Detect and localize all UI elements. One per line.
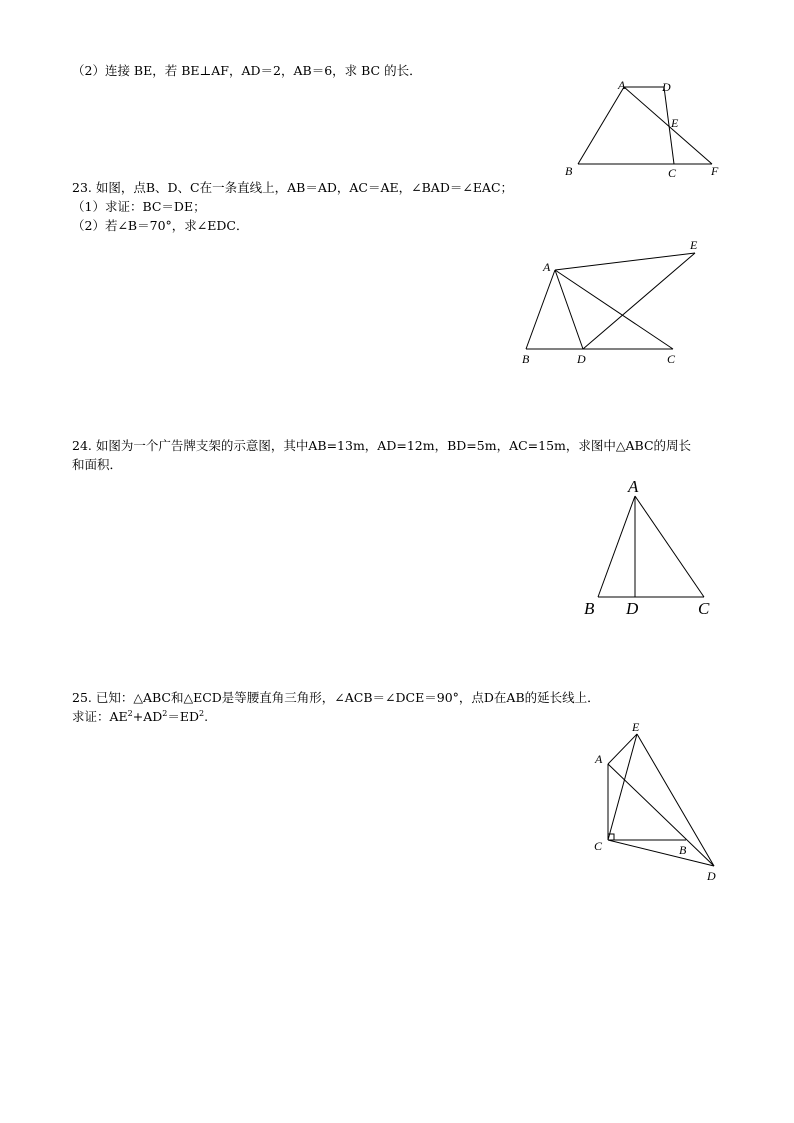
q23-segment-ab [526,270,555,349]
q25-stem-text: 25. 已知：△ABC和△ECD是等腰直角三角形，∠ACB＝∠DCE＝90°，点D在AB的延长线上． [72,690,600,705]
q22-part2-text: （2）连接 BE，若 BE⊥AF，AD＝2，AB＝6，求 BC 的长． [72,63,422,78]
q24-segment-ac [635,496,704,597]
q23-part2-text: （2）若∠B＝70°，求∠EDC． [72,218,249,233]
q22-label-b: B [565,164,573,178]
q23-label-c: C [667,352,676,366]
q23-segment-ac [555,270,673,349]
q22-label-f: F [711,164,719,178]
q25-proof-text: 求证：$AE^2+AD^2=ED^2$. [72,708,209,724]
q23-segment-ae [555,253,695,270]
q25-segment-ad [608,764,714,866]
q23-segment-de [583,253,695,349]
q24-segment-ab [598,496,635,597]
q25-label-a: A [595,752,603,766]
q23-label-e: E [690,238,698,252]
q23-label-a: A [543,260,551,274]
q25-figure [590,718,725,886]
q25-segment-cd [608,840,714,866]
q22-label-d: D [662,80,671,94]
q25-label-b: B [679,843,687,857]
q24-figure [580,472,720,622]
q23-segment-ad [555,270,583,349]
q23-part1-text: （1）求证：BC＝DE； [72,199,206,214]
q24-label-c: C [698,599,710,618]
q22-label-c: C [668,166,677,180]
q24-label-b: B [584,599,595,618]
q23-figure [515,235,715,370]
q25-label-d: D [707,869,716,883]
q25-segment-ed [637,734,714,866]
q23-stem-text: 23. 如图，点B、D、C在一条直线上，AB＝AD，AC＝AE，∠BAD＝∠EAC； [72,180,514,195]
q22-label-e: E [671,116,679,130]
q25-label-c: C [594,839,603,853]
q22-figure [560,78,730,182]
q22-label-a: A [618,78,626,92]
q25-label-e: E [632,720,640,734]
q24-stem-line1: 24. 如图为一个广告牌支架的示意图，其中AB=13m，AD=12m，BD=5m，AC=15m，求图中△ABC的周长 [72,438,692,453]
q23-label-b: B [522,352,530,366]
q24-label-d: D [626,599,639,618]
q22-segment-ab [578,87,624,164]
q24-stem-line2: 和面积． [72,457,123,472]
q23-label-d: D [577,352,586,366]
q25-segment-ce [608,734,637,840]
q22-segment-af [624,87,712,164]
q24-label-a: A [628,477,639,496]
